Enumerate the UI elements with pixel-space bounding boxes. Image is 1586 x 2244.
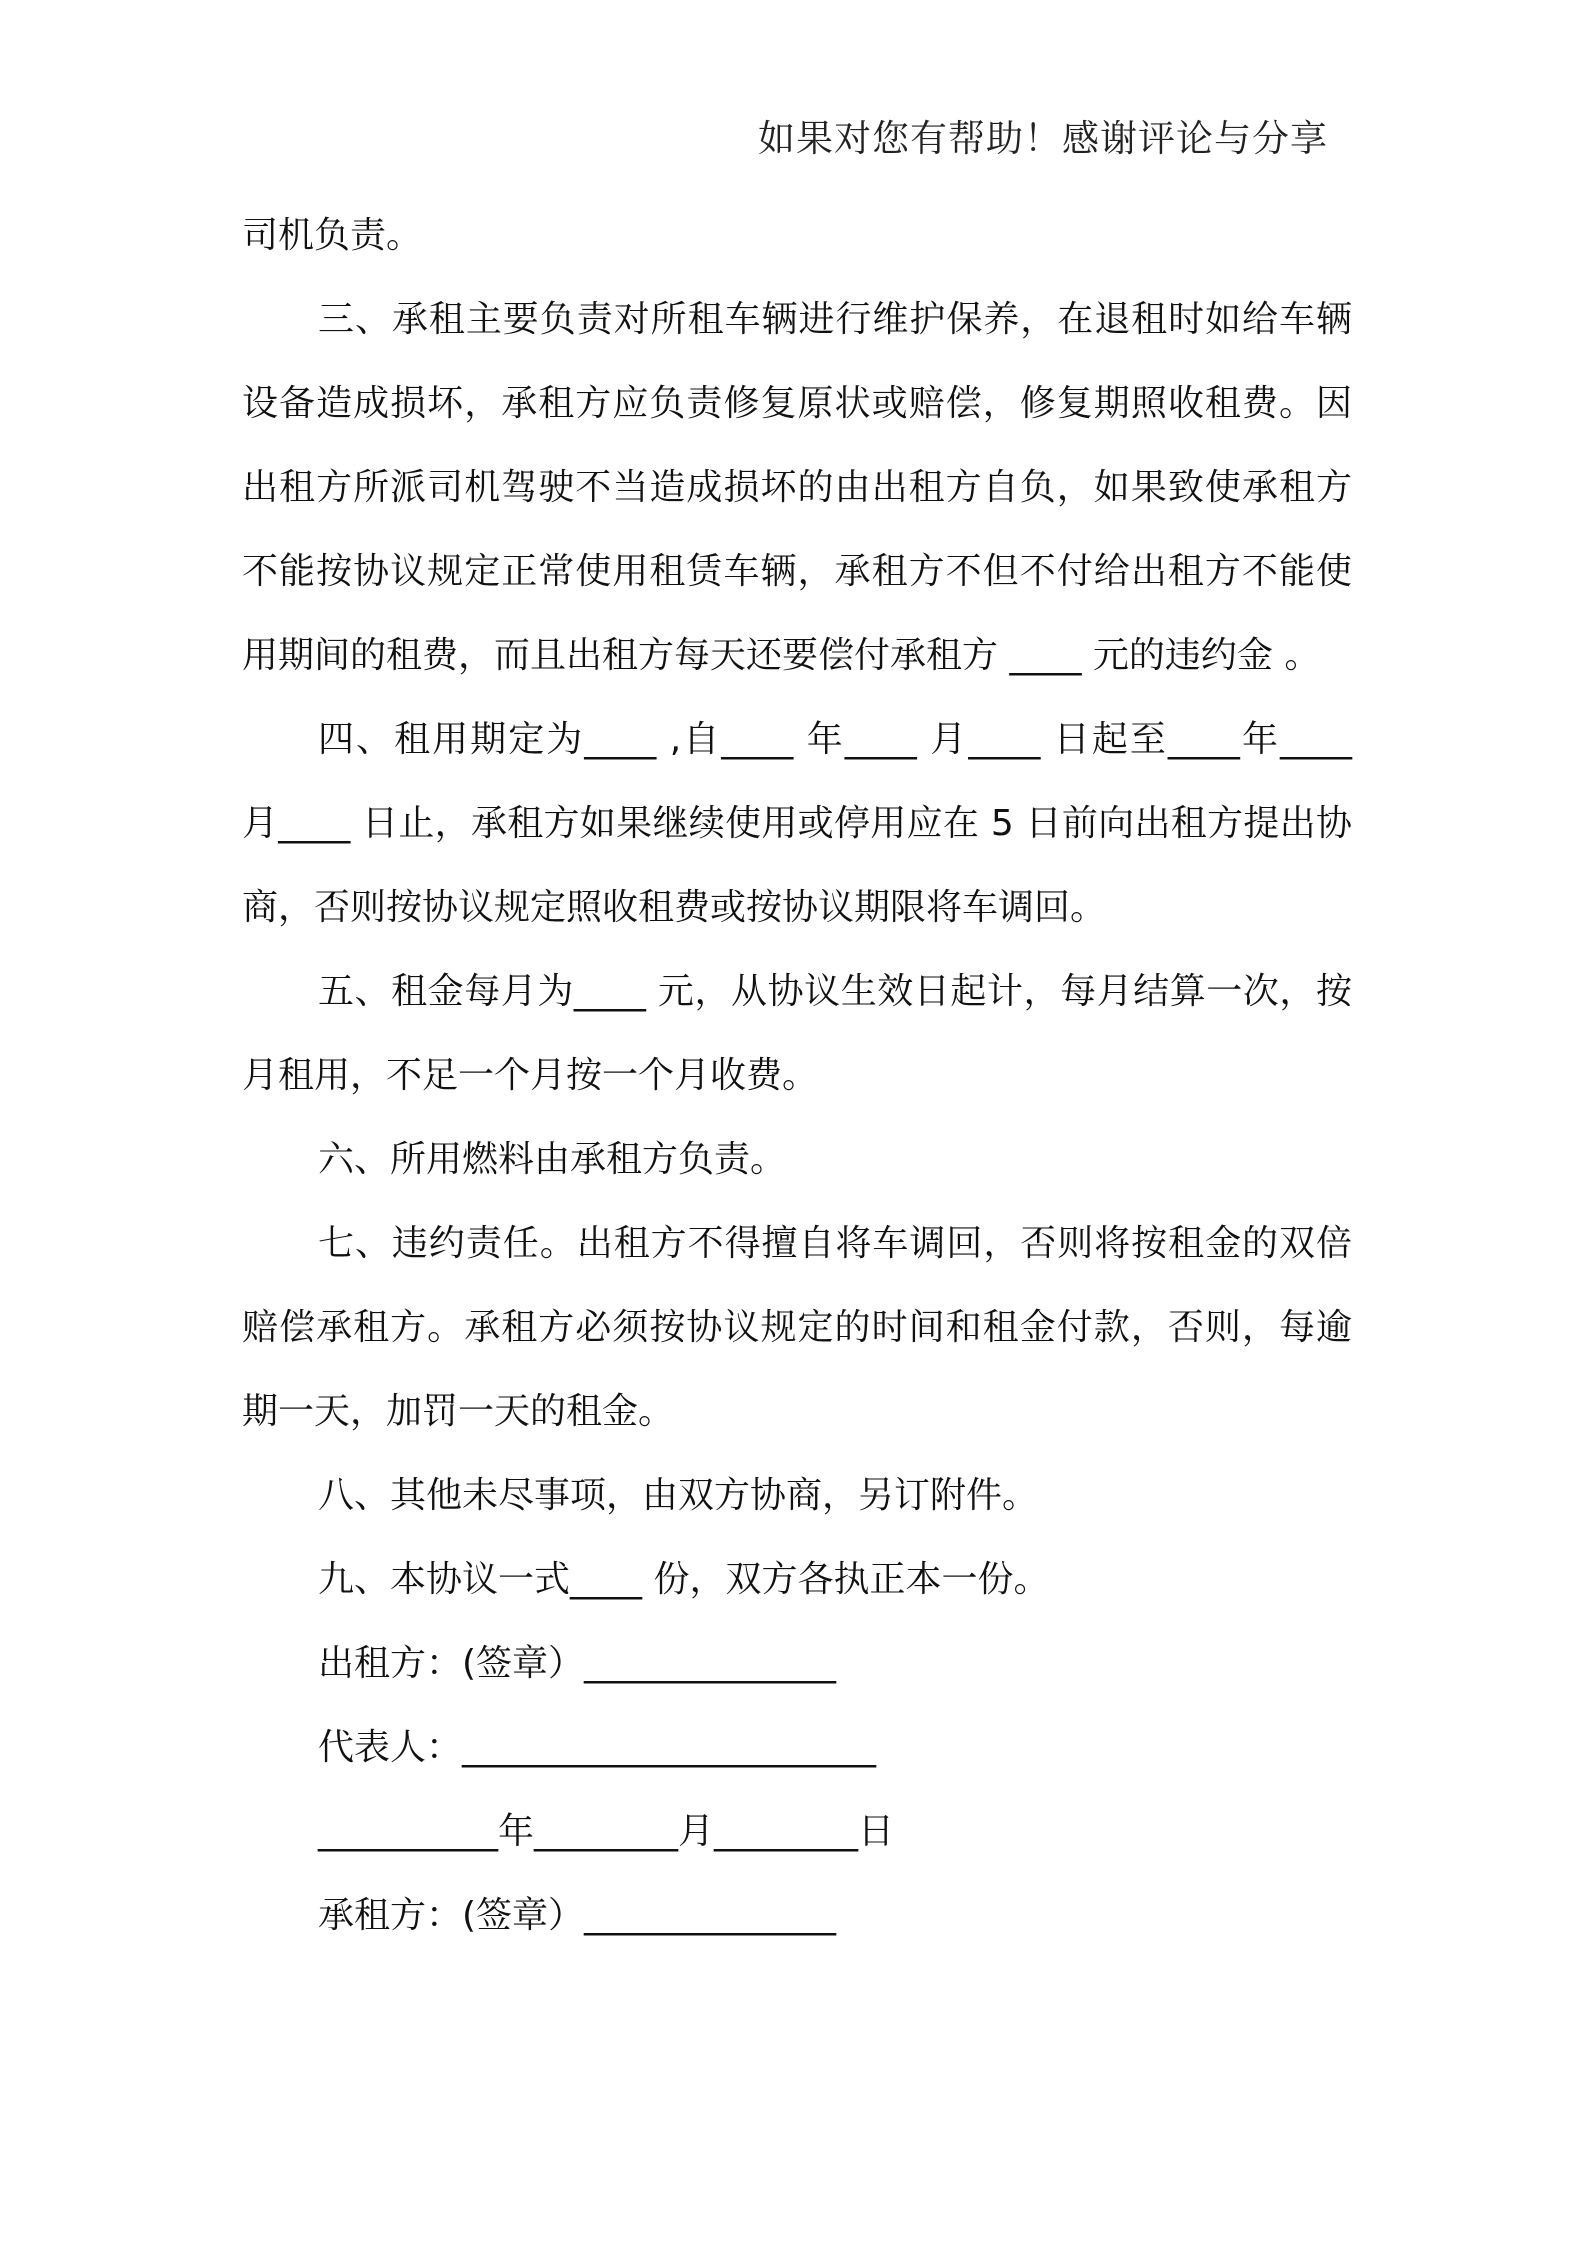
- clause-6-fuel: 六、所用燃料由承租方负责。: [318, 1139, 787, 1180]
- clause-9-copies: 九、本协议一式____ 份，双方各执正本一份。: [318, 1559, 1050, 1600]
- clause-3-maintenance: 三、承租主要负责对所租车辆进行维护保养，在退租时如给车辆设备造成损坏，承租方应负责修复原状或赔偿，修复期照收租费。因出租方所派司机驾驶不当造成损坏的由出租方自负，如果致使承租方不能按协议规定正常使用租赁车辆，承租方不但不付给出租方不能使用期间的租费，而且出租方每天还要偿付承租方 ____ 元的违约金 。: [242, 299, 1352, 676]
- clause-4-rental-period: 四、租用期定为____ ,自____ 年____ 月____ 日起至____年____ 月____ 日止，承租方如果继续使用或停用应在 5 日前向出租方提出协商，否则按协议规定照收租费或按协议期限将车调回。: [242, 719, 1352, 928]
- representative-signature-line: 代表人：_______________________: [318, 1727, 877, 1768]
- clause-7-liability: 七、违约责任。出租方不得擅自将车调回，否则将按租金的双倍赔偿承租方。承租方必须按协议规定的时间和租金付款，否则，每逾期一天，加罚一天的租金。: [242, 1223, 1352, 1432]
- header-note: 如果对您有帮助！感谢评论与分享: [758, 117, 1328, 160]
- date-line: __________年________月________日: [318, 1811, 894, 1852]
- lessor-signature-line: 出租方：(签章）______________: [318, 1643, 837, 1684]
- paragraph-continuation: 司机负责。: [242, 215, 423, 256]
- lessee-signature-line: 承租方：(签章）______________: [318, 1895, 837, 1936]
- contract-body: [242, 194, 1352, 1958]
- clause-5-rent: 五、租金每月为____ 元，从协议生效日起计，每月结算一次，按月租用，不足一个月按一个月收费。: [242, 971, 1352, 1096]
- clause-8-other-matters: 八、其他未尽事项，由双方协商，另订附件。: [318, 1475, 1039, 1516]
